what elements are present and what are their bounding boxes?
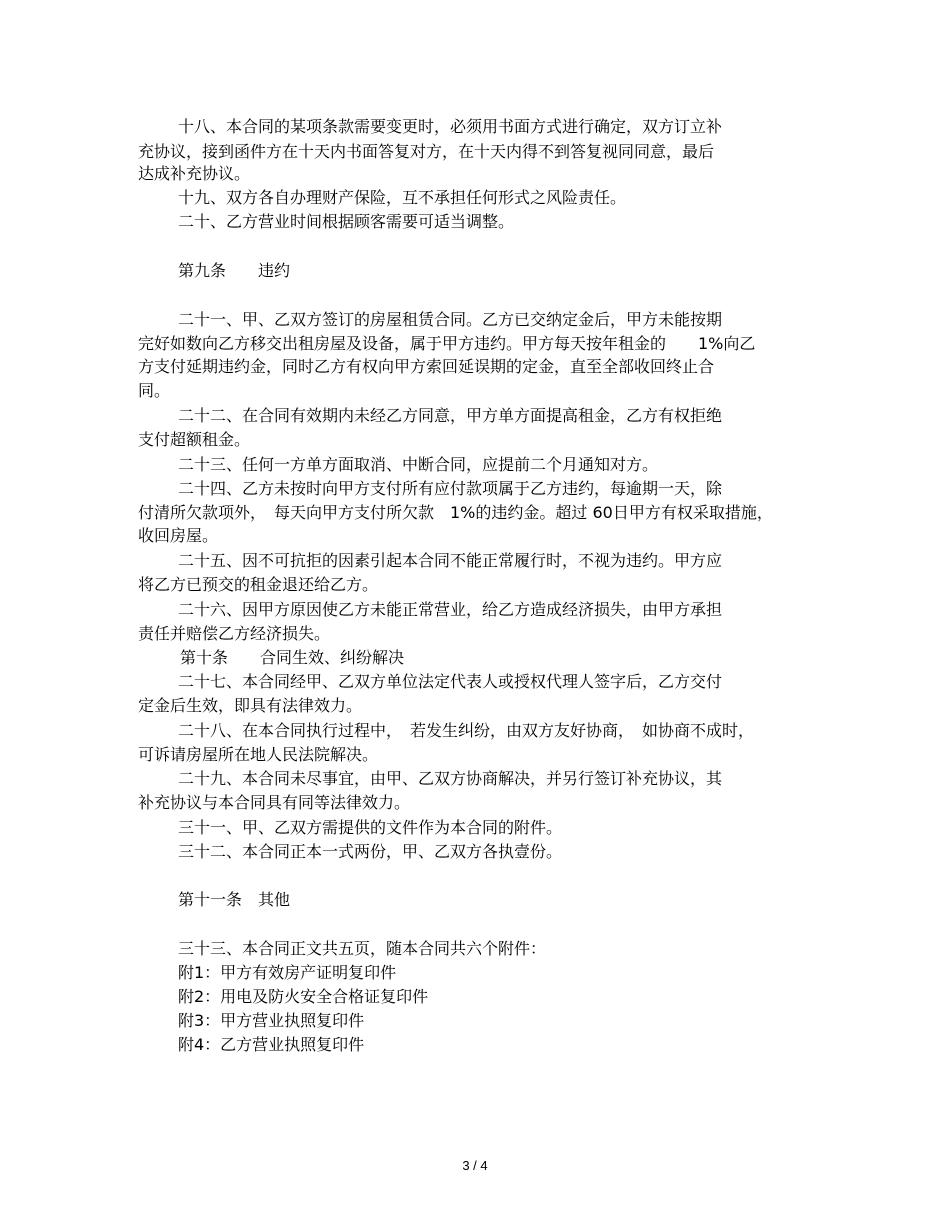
clause-25-line-1: 二十五、因不可抗拒的因素引起本合同不能正常履行时，不视为违约。甲方应 xyxy=(178,551,723,570)
clause-26-line-1: 二十六、因甲方原因使乙方未能正常营业，给乙方造成经济损失，由甲方承担 xyxy=(178,600,723,619)
clause-20-line: 二十、乙方营业时间根据顾客需要可适当调整。 xyxy=(178,212,515,231)
clause-22-line-2: 支付超额租金。 xyxy=(138,430,251,449)
clause-18-line-1: 十八、本合同的某项条款需要变更时，必须用书面方式进行确定，双方订立补 xyxy=(178,117,723,136)
clause-24-line-2: 付清所欠款项外， 每天向甲方支付所欠款 1%的违约金。超过 60日甲方有权采取措施， xyxy=(138,503,773,522)
clause-28-line-1: 二十八、在本合同执行过程中， 若发生纠纷，由双方友好协商， 如协商不成时， xyxy=(178,721,755,740)
page-number: 3 / 4 xyxy=(462,1158,488,1173)
clause-32-line: 三十二、本合同正本一式两份，甲、乙双方各执壹份。 xyxy=(178,842,563,861)
clause-27-line-1: 二十七、本合同经甲、乙双方单位法定代表人或授权代理人签字后，乙方交付 xyxy=(178,672,723,691)
clause-22-line-1: 二十二、在合同有效期内未经乙方同意，甲方单方面提高租金，乙方有权拒绝 xyxy=(178,406,723,425)
attachment-2: 附2：用电及防火安全合格证复印件 xyxy=(178,987,429,1006)
clause-18-line-2: 充协议，接到函件方在十天内书面答复对方，在十天内得不到答复视同同意，最后 xyxy=(138,142,715,161)
clause-29-line-2: 补充协议与本合同具有同等法律效力。 xyxy=(138,793,411,812)
clause-24-line-1: 二十四、乙方未按时向甲方支付所有应付款项属于乙方违约，每逾期一天，除 xyxy=(178,479,723,498)
clause-28-line-2: 可诉请房屋所在地人民法院解决。 xyxy=(138,745,379,764)
clause-21-line-3: 方支付延期违约金，同时乙方有权向甲方索回延误期的定金，直至全部收回终止合 xyxy=(138,357,715,376)
clause-19-line: 十九、双方各自办理财产保险，互不承担任何形式之风险责任。 xyxy=(178,188,627,207)
clause-21-line-1: 二十一、甲、乙双方签订的房屋租赁合同。乙方已交纳定金后，甲方未能按期 xyxy=(178,310,723,329)
clause-18-line-3: 达成补充协议。 xyxy=(138,164,251,183)
clause-27-line-2: 定金后生效，即具有法律效力。 xyxy=(138,696,363,715)
clause-25-line-2: 将乙方已预交的租金退还给乙方。 xyxy=(138,575,379,594)
section-heading-9: 第九条 违约 xyxy=(178,261,291,280)
attachment-4: 附4：乙方营业执照复印件 xyxy=(178,1035,365,1054)
clause-21-line-2: 完好如数向乙方移交出租房屋及设备，属于甲方违约。甲方每天按年租金的 1%向乙 xyxy=(138,334,756,353)
attachment-3: 附3：甲方营业执照复印件 xyxy=(178,1011,365,1030)
clause-23-line: 二十三、任何一方单方面取消、中断合同，应提前二个月通知对方。 xyxy=(178,455,659,474)
clause-21-line-4: 同。 xyxy=(138,381,171,400)
clause-33-line: 三十三、本合同正文共五页，随本合同共六个附件： xyxy=(178,939,547,958)
clause-31-line: 三十一、甲、乙双方需提供的文件作为本合同的附件。 xyxy=(178,818,563,837)
attachment-1: 附1：甲方有效房产证明复印件 xyxy=(178,963,397,982)
clause-26-line-2: 责任并赔偿乙方经济损失。 xyxy=(138,624,331,643)
clause-24-line-3: 收回房屋。 xyxy=(138,526,219,545)
clause-29-line-1: 二十九、本合同未尽事宜，由甲、乙双方协商解决，并另行签订补充协议，其 xyxy=(178,769,723,788)
section-heading-11: 第十一条 其他 xyxy=(178,890,291,909)
section-heading-10: 第十条 合同生效、纠纷解决 xyxy=(180,648,405,667)
